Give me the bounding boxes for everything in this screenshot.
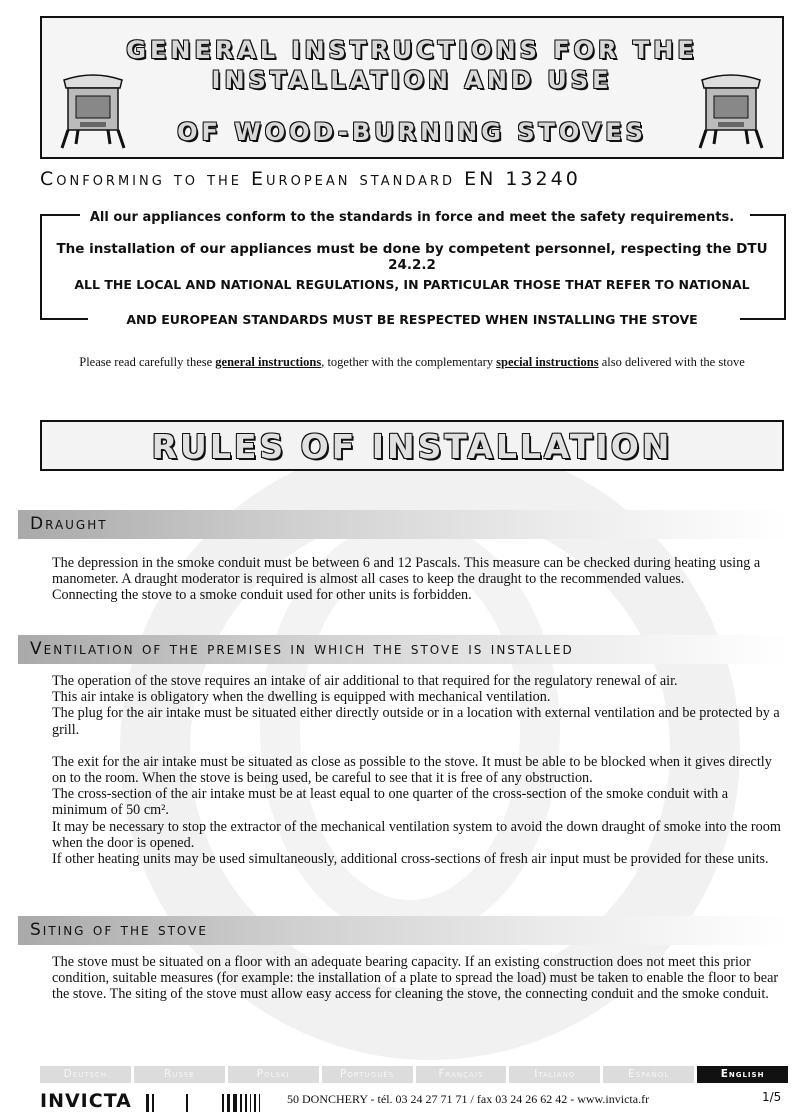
ventilation-heading-text: Ventilation of the premises in which the stove is installed — [30, 639, 574, 659]
section-heading-siting — [18, 916, 790, 945]
title-box — [40, 16, 784, 159]
decorative-bars-3 — [222, 1094, 260, 1112]
safety-line-4: AND EUROPEAN STANDARDS MUST BE RESPECTED WHEN INSTALLING THE STOVE — [126, 312, 698, 327]
safety-line-2: The installation of our appliances must be done by competent personnel, respecting the DTU 24.2.2 — [56, 241, 768, 273]
ventilation-paragraph-7: If other heating units may be used simultaneously, additional cross-sections of fresh air input must be provided for these units. — [52, 851, 769, 868]
ventilation-paragraph-6: It may be necessary to stop the extractor of the mechanical ventilation system to avoid the down draught of smoke into the room when the door is opened. — [52, 818, 781, 851]
language-tab-francais[interactable]: Français — [416, 1066, 507, 1083]
intro-part-2: , together with the complementary — [321, 355, 494, 369]
language-tab-polski[interactable]: Polski — [228, 1066, 319, 1083]
safety-line-1: All our appliances conform to the standards in force and meet the safety requirements. — [89, 210, 735, 225]
rules-title: RULES OF INSTALLATION — [151, 427, 673, 466]
stove-illustration-left — [54, 70, 132, 152]
footer-address: 50 DONCHERY - tél. 03 24 27 71 71 / fax 03 24 26 62 42 - www.invicta.fr — [287, 1092, 650, 1106]
siting-paragraph-1: The stove must be situated on a floor with an adequate bearing capacity. If an existing construction does not meet this prior condition, suitable measures (for example: the installation of a plate to spread the load) must be taken to enable the floor to bear the stove. The siting of the stove must allow easy access for cleaning the stove, the connecting conduit and the smoke conduit. — [52, 954, 779, 1003]
intro-text — [40, 355, 784, 370]
draught-heading-text: Draught — [30, 514, 108, 534]
section-heading-draught — [18, 510, 790, 539]
draught-paragraph-1: The depression in the smoke conduit must be between 6 and 12 Pascals. This measure can be checked during heating using a manometer. A draught moderator is required is almost all cases to keep the draught to the recommended values. — [52, 555, 761, 588]
ventilation-paragraph-5: The cross-section of the air intake must be at least equal to one quarter of the cross-section of the smoke conduit with a minimum of 50 cm². — [52, 786, 729, 819]
ventilation-paragraph-4: The exit for the air intake must be situated as close as possible to the stove. It must be able to be blocked when it gives directly on to the room. When the stove is being used, be careful to see that it is free of any obstruction. — [52, 753, 772, 787]
language-tab-deutsch[interactable]: Deutsch — [40, 1066, 131, 1083]
safety-line-3: ALL THE LOCAL AND NATIONAL REGULATIONS, IN PARTICULAR THOSE THAT REFER TO NATIONAL — [74, 277, 750, 292]
page-number: 1/5 — [762, 1090, 782, 1104]
title-line-2: INSTALLATION AND USE — [211, 66, 613, 94]
decorative-bars-2 — [186, 1094, 188, 1112]
ventilation-paragraph-3: The plug for the air intake must be situated either directly outside or in a location with external ventilation and be protected by a grill. — [52, 705, 780, 738]
siting-heading-text: Siting of the stove — [30, 920, 208, 940]
decorative-bars-1 — [146, 1094, 154, 1112]
ventilation-paragraph-1: The operation of the stove requires an intake of air additional to that required for the regulatory renewal of air. — [52, 673, 678, 689]
language-tab-english[interactable]: English — [697, 1066, 788, 1083]
language-tab-portugues[interactable]: Português — [322, 1066, 413, 1083]
invicta-logo: INVICTA — [40, 1090, 132, 1112]
rules-title-box — [40, 420, 784, 471]
intro-part-1: Please read carefully these — [79, 355, 213, 369]
title-line-3: OF WOOD-BURNING STOVES — [177, 118, 647, 146]
general-instructions-link[interactable]: general instructions — [215, 355, 322, 369]
language-bar — [40, 1066, 788, 1083]
stove-illustration-right — [692, 70, 770, 152]
language-tab-espanol[interactable]: Español — [603, 1066, 694, 1083]
section-heading-ventilation — [18, 635, 790, 664]
language-tab-italiano[interactable]: Italiano — [509, 1066, 600, 1083]
ventilation-paragraph-2: This air intake is obligatory when the dwelling is equipped with mechanical ventilation. — [52, 689, 551, 706]
special-instructions-link[interactable]: special instructions — [496, 355, 599, 369]
ventilation-body — [52, 673, 784, 867]
language-tab-russe[interactable]: Russe — [134, 1066, 225, 1083]
intro-part-3: also delivered with the stove — [601, 355, 745, 369]
draught-body — [52, 555, 784, 604]
title-line-1: GENERAL INSTRUCTIONS FOR THE — [126, 36, 698, 64]
siting-body — [52, 954, 784, 1003]
draught-paragraph-2: Connecting the stove to a smoke conduit used for other units is forbidden. — [52, 587, 472, 604]
standard-subtitle: Conforming to the European standard EN 13240 — [40, 168, 581, 190]
